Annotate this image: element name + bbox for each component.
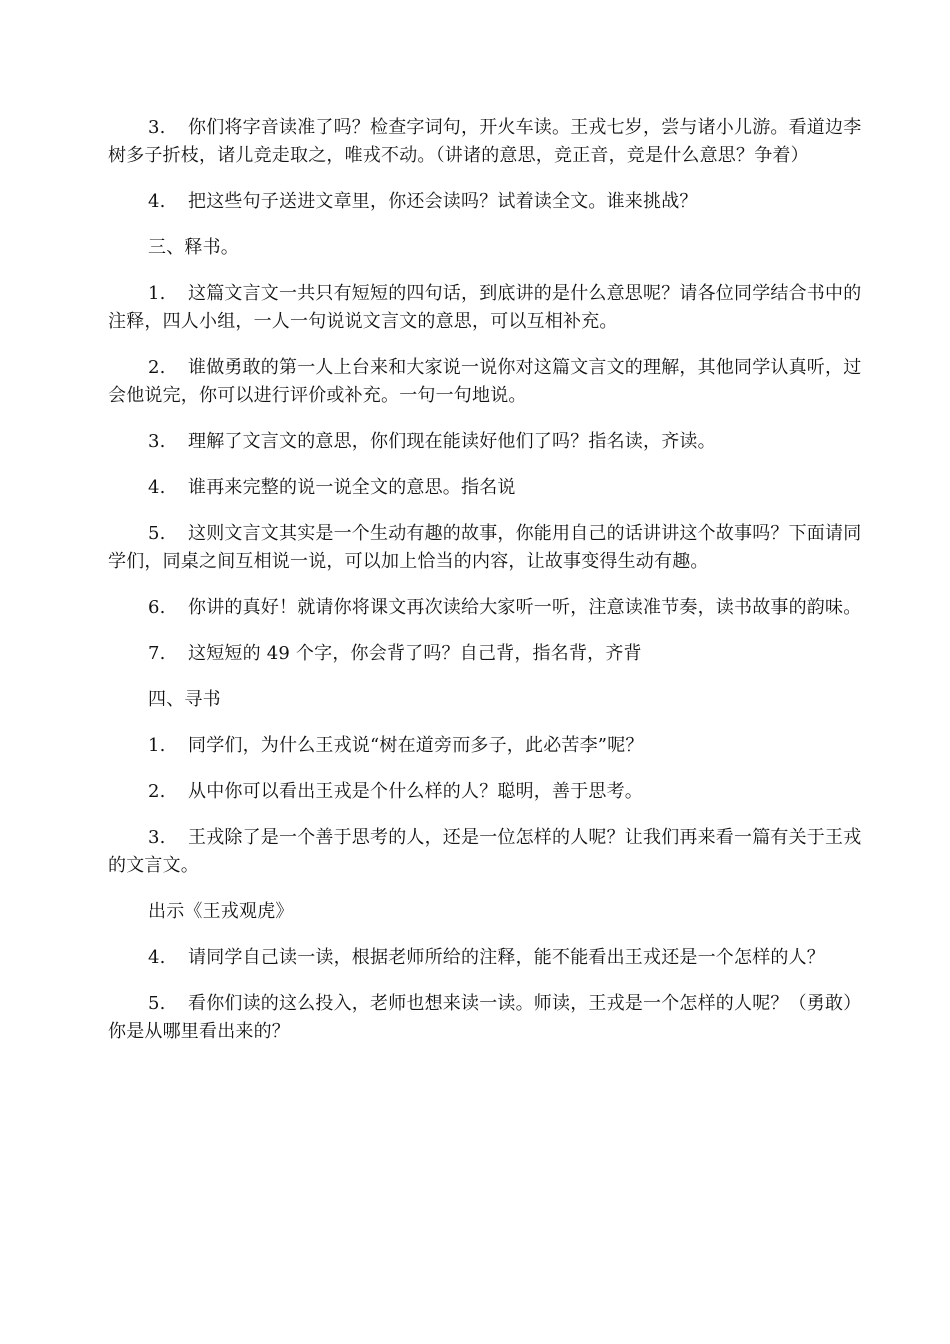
section-heading-shishu <box>108 234 864 262</box>
paragraph-text: 这短短的 49 个字，你会背了吗？自己背，指名背，齐背 <box>188 643 642 664</box>
paragraph-number: 3. <box>148 431 166 452</box>
paragraph-step-1 <box>108 280 864 336</box>
paragraph-text: 看你们读的这么投入，老师也想来读一读。师读，王戎是一个怎样的人呢？（勇敢）你是从哪里看出来的？ <box>108 993 862 1042</box>
document-body <box>108 114 864 1046</box>
section-heading-text: 三、释书。 <box>148 237 239 258</box>
paragraph-step-5 <box>108 990 864 1046</box>
paragraph-step-3 <box>108 824 864 880</box>
paragraph-text: 同学们，为什么王戎说“树在道旁而多子，此必苦李”呢？ <box>188 735 644 756</box>
paragraph-number: 1. <box>148 735 166 756</box>
paragraph-number: 6. <box>148 597 166 618</box>
paragraph-number: 5. <box>148 523 166 544</box>
paragraph-step-2 <box>108 354 864 410</box>
paragraph-show-text <box>108 898 864 926</box>
paragraph-step-5 <box>108 520 864 576</box>
section-heading-xunshu <box>108 686 864 714</box>
paragraph-number: 7. <box>148 643 166 664</box>
paragraph-text: 谁再来完整的说一说全文的意思。指名说 <box>188 477 516 498</box>
section-heading-text: 四、寻书 <box>148 689 221 710</box>
paragraph-step-4 <box>108 188 864 216</box>
paragraph-text: 王戎除了是一个善于思考的人，还是一位怎样的人呢？让我们再来看一篇有关于王戎的文言文。 <box>108 827 862 876</box>
paragraph-number: 5. <box>148 993 166 1014</box>
paragraph-text: 出示《王戎观虎》 <box>148 901 294 922</box>
paragraph-number: 2. <box>148 781 166 802</box>
paragraph-step-3 <box>108 114 864 170</box>
paragraph-text: 这则文言文其实是一个生动有趣的故事，你能用自己的话讲讲这个故事吗？下面请同学们，同桌之间互相说一说，可以加上恰当的内容，让故事变得生动有趣。 <box>108 523 862 572</box>
paragraph-number: 1. <box>148 283 166 304</box>
paragraph-number: 2. <box>148 357 166 378</box>
paragraph-text: 把这些句子送进文章里，你还会读吗？试着读全文。谁来挑战？ <box>188 191 698 212</box>
paragraph-text: 你们将字音读准了吗？检查字词句，开火车读。王戎七岁，尝与诸小儿游。看道边李树多子折枝，诸儿竞走取之，唯戎不动。（讲诸的意思，竞正音，竞是什么意思？争着） <box>108 117 862 166</box>
paragraph-text: 这篇文言文一共只有短短的四句话，到底讲的是什么意思呢？请各位同学结合书中的注释，四人小组，一人一句说说文言文的意思，可以互相补充。 <box>108 283 862 332</box>
paragraph-step-3 <box>108 428 864 456</box>
paragraph-step-1 <box>108 732 864 760</box>
paragraph-number: 4. <box>148 191 166 212</box>
paragraph-number: 3. <box>148 827 166 848</box>
paragraph-step-6 <box>108 594 864 622</box>
paragraph-text: 你讲的真好！就请你将课文再次读给大家听一听，注意读准节奏，读书故事的韵味。 <box>188 597 862 618</box>
paragraph-text: 谁做勇敢的第一人上台来和大家说一说你对这篇文言文的理解，其他同学认真听，过会他说完，你可以进行评价或补充。一句一句地说。 <box>108 357 862 406</box>
paragraph-step-7 <box>108 640 864 668</box>
paragraph-step-4 <box>108 944 864 972</box>
paragraph-step-2 <box>108 778 864 806</box>
paragraph-number: 4. <box>148 947 166 968</box>
paragraph-step-4 <box>108 474 864 502</box>
paragraph-text: 理解了文言文的意思，你们现在能读好他们了吗？指名读，齐读。 <box>188 431 716 452</box>
paragraph-text: 请同学自己读一读，根据老师所给的注释，能不能看出王戎还是一个怎样的人？ <box>188 947 825 968</box>
paragraph-text: 从中你可以看出王戎是个什么样的人？聪明，善于思考。 <box>188 781 643 802</box>
paragraph-number: 3. <box>148 117 166 138</box>
paragraph-number: 4. <box>148 477 166 498</box>
